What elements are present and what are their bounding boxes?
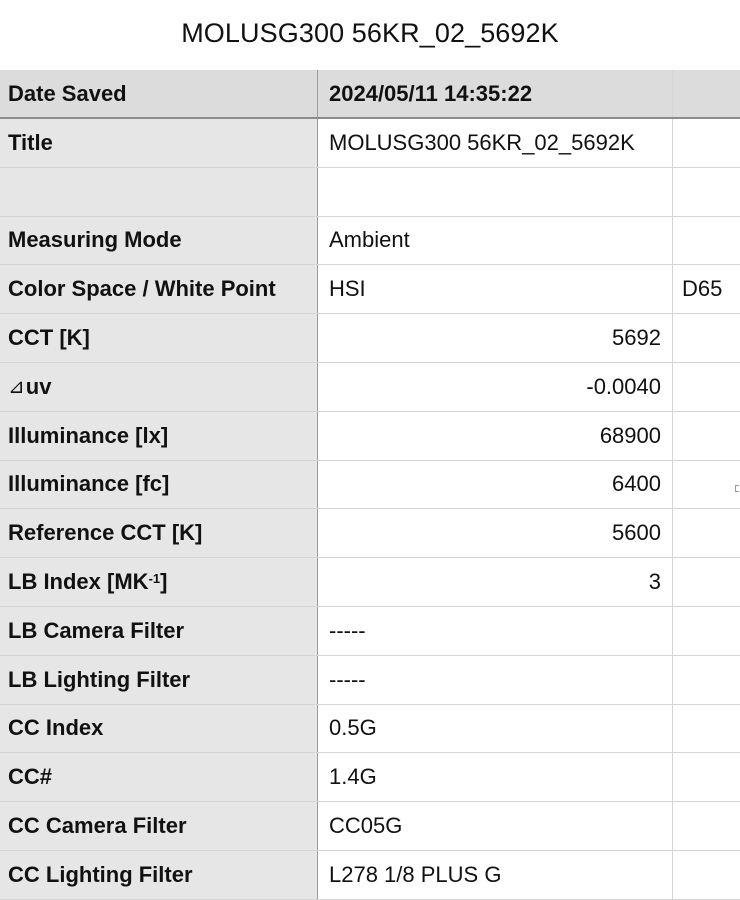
row-value-cell[interactable]: MOLUSG300 56KR_02_5692K bbox=[318, 119, 673, 167]
row-extra-cell[interactable] bbox=[673, 558, 740, 606]
row-extra-cell[interactable] bbox=[673, 412, 740, 460]
row-value-cell[interactable]: 5600 bbox=[318, 509, 673, 557]
table-row-illuminance-fc bbox=[0, 461, 740, 510]
row-label-cell[interactable]: CC Camera Filter bbox=[0, 802, 318, 850]
table-row-cc-number bbox=[0, 753, 740, 802]
row-label-cell[interactable]: Color Space / White Point bbox=[0, 265, 318, 313]
row-value-cell[interactable]: -0.0040 bbox=[318, 363, 673, 411]
column-resize-handle-icon[interactable] bbox=[735, 485, 739, 492]
table-row-cc-camera-filter bbox=[0, 802, 740, 851]
table-row-blank bbox=[0, 168, 740, 217]
table-row-title bbox=[0, 119, 740, 168]
row-value-cell[interactable] bbox=[318, 168, 673, 216]
table-row-color-space bbox=[0, 265, 740, 314]
row-extra-cell[interactable] bbox=[673, 656, 740, 704]
row-label-cell[interactable] bbox=[0, 363, 318, 411]
delta-symbol: ⊿ bbox=[8, 376, 25, 399]
data-table bbox=[0, 70, 740, 900]
row-value-cell[interactable]: HSI bbox=[318, 265, 673, 313]
row-value-cell[interactable]: L278 1/8 PLUS G bbox=[318, 851, 673, 899]
row-extra-cell[interactable] bbox=[673, 119, 740, 167]
row-label-cell[interactable]: CCT [K] bbox=[0, 314, 318, 362]
row-extra-cell[interactable] bbox=[673, 461, 740, 509]
row-extra-cell[interactable] bbox=[673, 802, 740, 850]
row-value-cell[interactable]: CC05G bbox=[318, 802, 673, 850]
table-row-cc-lighting-filter bbox=[0, 851, 740, 900]
row-extra-cell[interactable] bbox=[673, 753, 740, 801]
row-label-cell[interactable]: CC Index bbox=[0, 705, 318, 753]
table-row-cc-index bbox=[0, 705, 740, 754]
row-extra-cell[interactable] bbox=[673, 217, 740, 265]
row-label-cell[interactable] bbox=[0, 168, 318, 216]
row-label-cell[interactable]: Measuring Mode bbox=[0, 217, 318, 265]
row-label-cell[interactable]: Illuminance [fc] bbox=[0, 461, 318, 509]
row-value-cell[interactable]: 1.4G bbox=[318, 753, 673, 801]
row-label-text: uv bbox=[25, 373, 52, 399]
header-label-cell[interactable]: Date Saved bbox=[0, 70, 318, 117]
table-row-reference-cct bbox=[0, 509, 740, 558]
row-value-cell[interactable]: Ambient bbox=[318, 217, 673, 265]
table-header-row bbox=[0, 70, 740, 119]
row-label-cell[interactable]: LB Lighting Filter bbox=[0, 656, 318, 704]
row-value-cell[interactable]: ----- bbox=[318, 607, 673, 655]
table-row-illuminance-lx bbox=[0, 412, 740, 461]
row-extra-cell[interactable] bbox=[673, 314, 740, 362]
row-extra-cell[interactable] bbox=[673, 363, 740, 411]
row-label-text: LB Index [MK bbox=[8, 569, 149, 595]
row-label-cell[interactable]: Reference CCT [K] bbox=[0, 509, 318, 557]
row-extra-cell[interactable] bbox=[673, 705, 740, 753]
row-label-cell[interactable]: LB Index [MK $^{-1}$ ] bbox=[0, 558, 318, 606]
row-value-cell[interactable]: 3 bbox=[318, 558, 673, 606]
row-label-cell[interactable]: LB Camera Filter bbox=[0, 607, 318, 655]
row-label-cell[interactable]: Title bbox=[0, 119, 318, 167]
table-row-delta-uv bbox=[0, 363, 740, 412]
row-label-suffix: ] bbox=[160, 569, 168, 595]
document-title: MOLUSG300 56KR_02_5692K bbox=[181, 18, 559, 48]
table-row-measuring-mode bbox=[0, 217, 740, 266]
header-value-cell[interactable]: 2024/05/11 14:35:22 bbox=[318, 70, 673, 117]
row-extra-cell[interactable] bbox=[673, 851, 740, 899]
row-extra-cell[interactable]: D65 bbox=[682, 276, 723, 302]
row-value-cell[interactable]: 68900 bbox=[318, 412, 673, 460]
row-label-cell[interactable]: CC Lighting Filter bbox=[0, 851, 318, 899]
row-extra-cell[interactable] bbox=[673, 509, 740, 557]
table-row-cct bbox=[0, 314, 740, 363]
row-value-cell[interactable]: ----- bbox=[318, 656, 673, 704]
header-extra-cell[interactable] bbox=[673, 70, 740, 117]
row-value-cell[interactable]: 6400 bbox=[318, 461, 673, 509]
table-row-lb-index bbox=[0, 558, 740, 607]
row-extra-cell[interactable] bbox=[673, 607, 740, 655]
table-row-lb-camera-filter bbox=[0, 607, 740, 656]
row-label-cell[interactable]: CC# bbox=[0, 753, 318, 801]
row-value-cell[interactable]: 0.5G bbox=[318, 705, 673, 753]
row-label-cell[interactable]: Illuminance [lx] bbox=[0, 412, 318, 460]
table-row-lb-lighting-filter bbox=[0, 656, 740, 705]
row-value-cell[interactable]: 5692 bbox=[318, 314, 673, 362]
row-extra-cell[interactable] bbox=[673, 168, 740, 216]
